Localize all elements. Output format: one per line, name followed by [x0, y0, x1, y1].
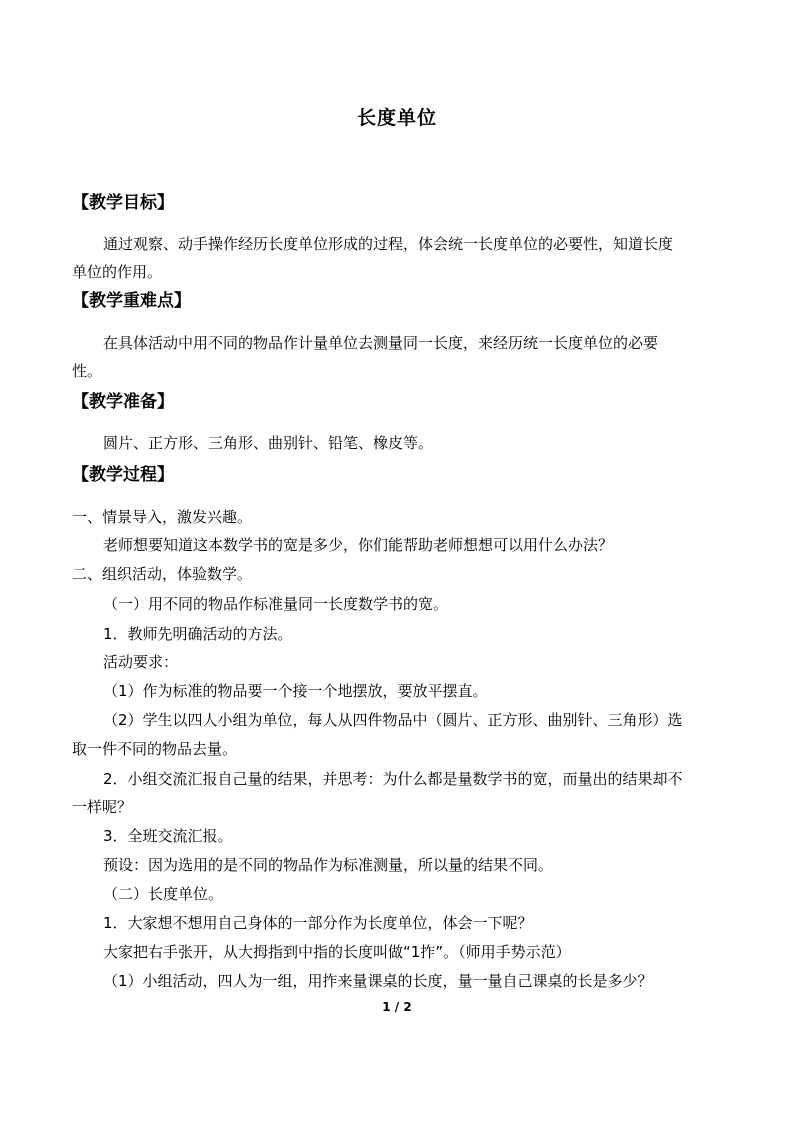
process-line: 活动要求： — [103, 653, 179, 671]
process-line: 老师想要知道这本数学书的宽是多少，你们能帮助老师想想可以用什么办法？ — [103, 536, 614, 554]
process-line: 一样呢？ — [72, 798, 133, 816]
heading-key-points: 【教学重难点】 — [72, 291, 191, 311]
process-line: （2）学生以四人小组为单位，每人从四件物品中（圆片、正方形、曲别针、三角形）选 — [103, 711, 683, 729]
process-line: 3．全班交流汇报。 — [103, 827, 233, 845]
process-line: 1．教师先明确活动的方法。 — [103, 625, 293, 643]
process-line: 预设：因为选用的是不同的物品作为标准测量，所以量的结果不同。 — [103, 856, 554, 874]
process-line: 取一件不同的物品去量。 — [72, 740, 238, 758]
process-line: （二）长度单位。 — [103, 885, 224, 903]
process-line: 1．大家想不想用自己身体的一部分作为长度单位，体会一下呢？ — [103, 914, 533, 932]
process-line: 2．小组交流汇报自己量的结果，并思考：为什么都是量数学书的宽，而量出的结果却不 — [103, 770, 683, 788]
page-number: 1 / 2 — [382, 1000, 412, 1014]
objectives-line: 通过观察、动手操作经历长度单位形成的过程，体会统一长度单位的必要性，知道长度 — [103, 235, 674, 253]
preparation-line: 圆片、正方形、三角形、曲别针、铅笔、橡皮等。 — [103, 434, 434, 452]
key-points-line: 在具体活动中用不同的物品作计量单位去测量同一长度，来经历统一长度单位的必要 — [103, 334, 659, 352]
page-title: 长度单位 — [356, 107, 437, 129]
process-line: （1）小组活动，四人为一组，用拃来量课桌的长度，量一量自己课桌的长是多少？ — [103, 972, 653, 990]
process-line: 一、情景导入，激发兴趣。 — [72, 508, 253, 526]
process-line: 大家把右手张开，从大拇指到中指的长度叫做“1拃”。（师用手势示范） — [103, 943, 571, 961]
key-points-line: 性。 — [72, 362, 103, 380]
heading-process: 【教学过程】 — [72, 465, 174, 485]
process-line: （1）作为标准的物品要一个接一个地摆放，要放平摆直。 — [103, 682, 488, 700]
process-line: （一）用不同的物品作标准量同一长度数学书的宽。 — [103, 595, 449, 613]
heading-preparation: 【教学准备】 — [72, 392, 174, 412]
objectives-line: 单位的作用。 — [72, 263, 163, 281]
process-line: 二、组织活动，体验数学。 — [72, 565, 253, 583]
heading-objectives: 【教学目标】 — [72, 193, 174, 213]
